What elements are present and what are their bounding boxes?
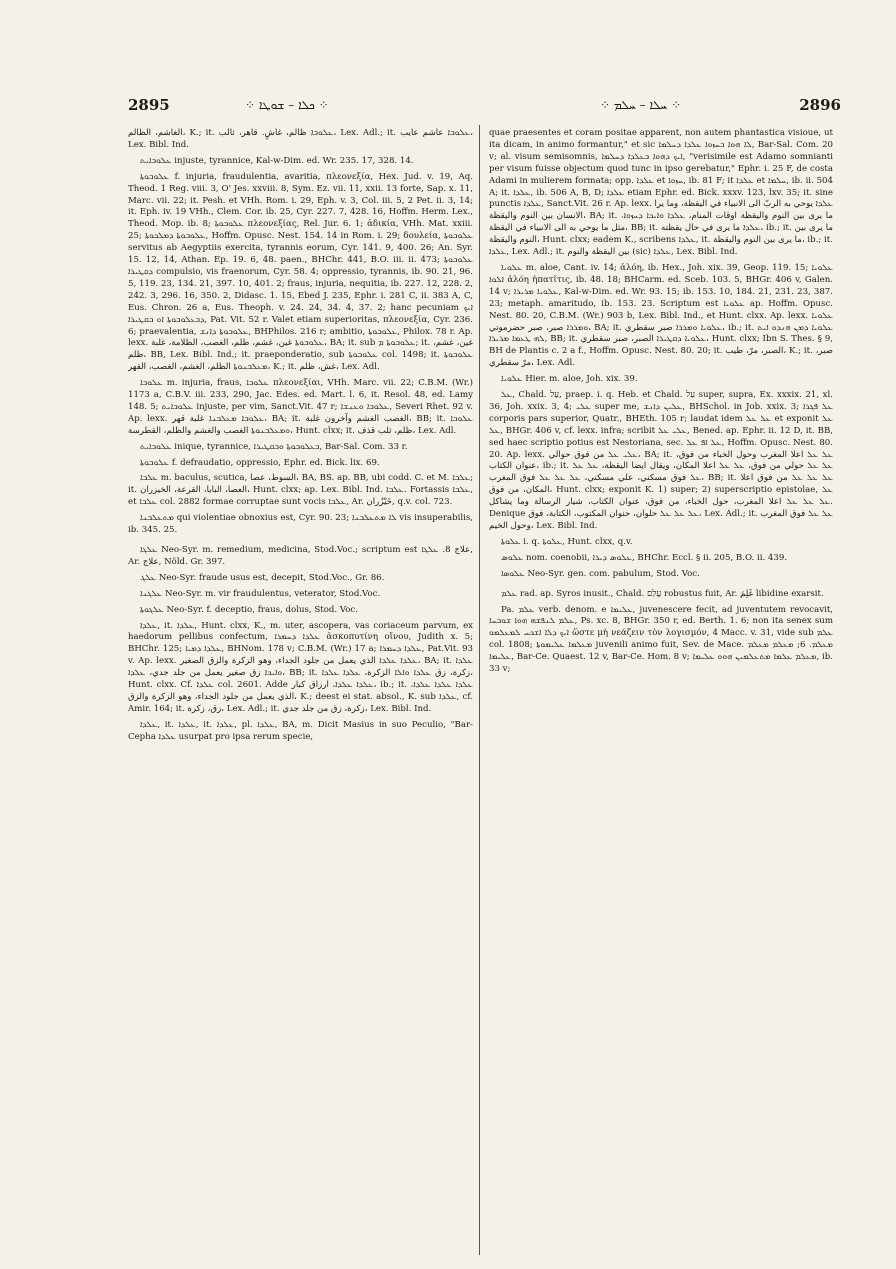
- left-column: [128, 128, 473, 1253]
- dictionary-entry: ܥܠܘܒܘܬܐ f. injuria, fraudulentia, avaritia, πλεονεξία, Hex. Jud. v. 19, Aq. Theod. 1 Reg. viii. 3, O' Jes. xxviii. 8, Sym. Ez. vii. 11, xxii. 13 forte, Sap. x. 11, Marc. vii. 22; it. Pesh. et VHh. Rom. i. 29, Eph. v. 3, Col. iii. 5, 2 Pet. ii. 3, 14; it. Eph. iv. 19 VHh., Clem. Cor. ib. 25, Cyr. 227. 7, 428. 16, Hoffm. Herm. Lex., Theod. Mop. ib. 8; ܥܠܘܒܘܬܐ πλεονεξίας, Rel. Jur. 6. 1; ἀδικία, VHh. Mat. xxiii. 25; ܥܠܘܒܘܬܐ ܕܡܠܟܘܬܐ, Hoffm. Opusc. Nest. 154. 14 in Rom. i. 29; δουλεία, ܥܠܘܒܘܬܐ servitus ab Aegyptiis exercita, tyrannis eorum, Cyr. 141. 9, 400. 26; An. Syr. 15. 12, 14, Athan. Ep. 19. 6, 48. paen., BHChr. 441, B.O. iii. ii. 473; ܥܠܘܒܘܬܐ ܕܩܛܝܪܐ compulsio, vis fraenorum, Cyr. 58. 4; oppressio, tyrannis, ib. 90. 21, 96. 5, 119. 23, 134. 21, 397. 10, 401. 2; fraus, injuria, nequitia, ib. 227. 12, 228. 2, 242. 3, 296. 16, 350. 2, Didasc. 1. 15, Ebed J. 235, Ephr. i. 281 C, ii. 383 A, C, Eus. Chron. 26 a, Eus. Theoph. v. 24. 24, 34. 4, 37. 2; hanc pecuniam ܐܝܟ ܕܒܥܠܘܒܘܬܐ ܐܘ ܒܩܛܝܪܐ, Pat. Vit. 52 r. Valet etiam superioritas, πλεονεξία, Cyr. 236. 6; praevalentia, ܥܠܘܒܘܬܐ ܕܐܢܫ, BHPhilos. 216 r; ambitio, ܥܠܘܒܘܬܐ, Philox. 78 r. Ap. lexx. ܥܠܘܒܘܬܐ غين، غشم، ظلم، الغصب، الظلامة، غلبة، BA; it. sub ܥܠܘܒܘܬܐ ܡ; it. غين، غشم، ظلم، BB, Lex. Bibl. Ind.; it. praeponderatio, sub ܥܠܘܒܘܬܐ col. 1498; it. ܥܠܘܒܘܬܐ ܡܥܠܒܢܘܬܐ الظلم، الغشم، الغصب، القهر، K.; it. غش، ظلم، Lex. Adl.: [128, 171, 473, 373]
- dictionary-entry: ܥܠܘܣܐ Neo-Syr. gen. com. pabulum, Stod. Voc.: [501, 568, 700, 579]
- dictionary-entry: ܥܠܘܝܐ Hier. m. aloe, Joh. xix. 39.: [501, 374, 638, 385]
- dictionary-entry: ܥܠܘܝܐ m. aloe, Cant. iv. 14; ἀλόη, ib. Hex., Joh. xix. 39, Geop. 119. 15; ܥܠܘܝܐ ܐܠܘܐ ἀλόη ἡπατῖτις, ib. 48. 18; BHCarm. ed. Sceb. 103. 5, BHGr. 406 v, Galen. 14 v; ܥܠܘܝܐ ܡܪܝܪܐ, Kal-w-Dim. ed. Wr. 93. 15; ib. 153. 10, 184. 21, 231. 23, 387. 23; metaph. amaritudo, ib. 153. 23. Scriptum est ܥܠܘܝܐ ap. Hoffm. Opusc. Nest. 80. 20, C.B.M. (Wr.) 903 b, Lex. Bibl. Ind., et Hunt. clxx. Ap. lexx. ܥܠܘܝܐ ܘܡܪܪܐ صبر، صبر حضرموتي، BA; it. ܥܠܘܝܐ ܘܡܪܪܐ صبر سقطري، ib.; it. ܥܠܘܝܐ ܕܡܢ ܗܢܕܘ ܐܝܬ ܠܗ ܛܥܡܐ ܡܪܝܪܐ, BB; it. ܥܠܘܝܐ ܕܩܛܝܪܐ الصبر، صبر سقطري، Hunt. clxx; Ibn S. Thes. § 9, BH de Plantis c. 2 a f., Hoffm. Opusc. Nest. 80. 20; it. الصبر، مرّ، طيب، K.; it. صبر، مرّ سقطري، Lex. Adl.: [489, 262, 833, 369]
- dictionary-entry: ܥܠܘܬܐ i. q. ܥܠܘܬܐ, Hunt. clxx, q.v.: [501, 536, 633, 547]
- dictionary-entry: ܥܠܘܣ nom. coenobii, ܥܠܘܣ ܕܝܪܐ, BHChr. Eccl. § ii. 205, B.O. ii. 439.: [501, 552, 788, 563]
- left-page-number: 2895: [128, 96, 170, 114]
- dictionary-entry: ܡܬܥܠܒܢܐ qui violentiae obnoxius est, Cyr. 90. 23; ܠܐ ܡܬܥܠܒܢܐ vis insuperabilis, ib. 345. 25.: [128, 513, 473, 536]
- right-page-number: 2896: [799, 96, 841, 114]
- dictionary-entry: ܥܠܘܒܐܝܬ inique, tyrannice, ܒܥܠܘܒܘܬܐ ܘܒܩܛܝܪܐ, Bar-Sal. Com. 33 r.: [140, 441, 408, 452]
- dictionary-entry: ܥܠܓܐ Neo-Syr. m. remedium, medicina, Stod.Voc.; scriptum est علاج 8. ܥܠܓܐ, Ar. علاج, Nöld. Gr. 397.: [128, 545, 473, 567]
- right-running-title: ⁘ ܚܠܐ – ܚܠܡ ⁘: [600, 98, 682, 112]
- dictionary-entry: ܥܠܘܒܐ m. injuria, fraus, ܥܠܘܒܐ πλεονεξίαι, VHh. Marc. vii. 22; C.B.M. (Wr.) 1173 a, C.B.V. iii. 233, 290, Jac. Edes. ed. Mart. l. 6, it. Resol. 48, ed. Lamy 148. 5; ܥܠܘܒܐܝܬ injuste, per vim, Sanct.Vit. 47 r; ܥܠܘܒܐ ܘܥܢܫܐ, Severi Rhet. 92 v. Ap. lexx. ܥܠܘܒܐ ܡܥܠܒܢܐ غلبة قهر، BA; it. الغصب الغشم وآخرون غلبة، BB; it. ܥܠܘܒܐ ܘܡܥܠܒܢܘܬܐ الغصب والغشم والظلم، القطرسة، Hunt. clxx; it. ظلم، ثلب قذف، Lex. Adl.: [128, 378, 473, 436]
- dictionary-entry: ܥܠܡ rad. ap. Syros inusit., Chald. עֲלַם robustus fuit, Ar. غَلِمَ libidine exarsit.: [501, 588, 824, 599]
- dictionary-entry: الغاشم، الظالم، K.; it. ܥܠܘܒܐ ظالم، غاشٍ. قاهر، ثالب، Lex. Adl.; it. ܥܠܘܒܐ عاشم عايب، Lex. Bibl. Ind.: [128, 128, 473, 150]
- column-divider: [479, 125, 480, 1255]
- right-column: [489, 128, 833, 1253]
- dictionary-entry: ܥܠܘܒܘܬܐ f. defraudatio, oppressio, Ephr. ed. Bick. lix. 69.: [140, 457, 380, 468]
- left-running-title: ⁘ ܟܠܐ – ܫܘܛܐ ⁘: [245, 98, 329, 112]
- dictionary-entry: ܥܠܓ Neo-Syr. fraude usus est, decepit, Stod.Voc., Gr. 86.: [140, 572, 385, 583]
- dictionary-entry: ܥܠܕܐ, it. ܥܠܕܐ, it. ܥܠܕܐ, pl. ܥܠܕܐ, BA, m. Dicit Masius in suo Peculio, "Bar-Cepha ܥܠܕܐ usurpat pro ipsa rerum specie,: [128, 719, 473, 742]
- dictionary-entry: ܥܠܒܐ m. baculus, scutica, السوط، عصا، BA, BS. ap. BB, ubi codd. C. et M. ܥܠܒܐ; it. العصا، البابا، القرعة، الخيزران، Hunt. clxx; ap. Lex. Bibl. Ind. ܥܠܒܐ. Fortassis ܥܠܒܐ, et ܥܠܒܐ col. 2882 formae corruptae sunt vocis ܥܠܒܐ, Ar. خَيْزُران, q.v. col. 723.: [128, 473, 473, 508]
- dictionary-entry: ܥܠ, Chald. עַל, praep. i. q. Heb. et Chald. עַל super, supra, Ex. xxxix. 21, xl. 36, Joh. xxix. 3, 4; ܥܠܝ super me, ܥܠܝܢ ܕܐܢܫ, BHSchol. in Job. xxix. 3; ܥܠ ܦܓܪܐ corporis pars superior, Quatr., BHEth. 105 r; laudat idem ܥܠ ܥܠ et exponit ܥܠ ܥܠ, BHGr. 406 v, cf. lexx. infra; scribit ܥܠܝ ܥܠ, Bened. ap. Ephr. ii. 12 D, it. BB, sed haec scriptio potius est Nestoriana, sec. ܥܠ ܐܦ ܥܠ, Hoffm. Opusc. Nest. 80. 20. Ap. lexx. ܥܠܝ ܥܠ من فوق حوالي، BA; it. ܥܠ ܥܠ اعلا المغرب وحول الخباء من فوق، عنوان الكتاب، ib.; it. ܥܠ ܥܠ حولي من فوق، ܥܠ ܥܠ اعلا المكان، ويقال ايضا اليقظة، ܥܠ ܥܠ ܥܠ فوق مسكني، علي مسكني، ܥܠ ܥܠ ܥܠ فوق المغرب، BB; it. ܥܠ ܥܠ ܥܠ من فوق اعلا المكان، من فوق، Hunt. clxx; exponit K. 1) super; 2) superscriptio epistolae, ܥܠ ܥܠ ܥܠ ܥܠ اعلا المغرب، حول الخباء، من فوق، عنوان الكتاب، شيار الرسالة وما يشاكل. Denique ܥܠ ܥܠ ܥܠ حلوان، حنوان المكتوب، الكتابة، فوق، Lex. Adl.; it. ܥܠ ܥܠ فوق المغرب وحول الخيم، Lex. Bibl. Ind.: [489, 390, 833, 531]
- dictionary-entry: ܥܠܓܘܬܐ Neo-Syr. f. deceptio, fraus, dolus, Stod. Voc.: [140, 604, 358, 615]
- dictionary-entry: ܥܠܕܐ, it. ܥܠܕܐ, Hunt. clxx, K., m. uter, ascopera, vas coriaceum parvum, ex haedorum pellibus confectum, ܥܠܕܐ ܕܚܡܪܐ ἀσκοπυτίνη οἴνου, Judith x. 5; BHChr. 125; ܥܠܕܐ ܕܡܝܐ, BHNom. 178 v; C.B.M. (Wr.) 17 a; ܥܠܕܐ ܕܚܡܪܐ, Pat.Vit. 93 v. Ap. lexx. ܥܠܕܐ ܥܠܕܐ الذي يعمل من جلود الجداء، وهو الزكرة والزق الصغير، BA; it. ܥܠܕܐ ܘܐܝܟܐ زق صغير يعمل من جلد جدي، ܥܠܕܐ، BB; it. زكرة، زق ܥܠܕܐ ܘܐܠܐ الزكرة، ܥܠܕܐ ܥܠܕܐ، Hunt. clxx. Cf. ܥܠܕܐ col. 2601. Adde ܥܠܕܐ ܥܠܕܐ، ارزاق كبار، ib.; it. ܥܠܕܐ ܥܠܕܐ ܥܠܕܐ، الذي يعمل من جلود الجداء، وهو الزكرة والزق، K.; deest ei stat. absol., K. sub ܥܠܕܐ, cf. Amir. 164; it. زق، زكرة، Lex. Adl.; it. زكرة، زق من جلد جدي، Lex. Bibl. Ind.: [128, 620, 473, 714]
- dictionary-entry: ܥܠܘܒܐܝܬ injuste, tyrannice, Kal-w-Dim. ed. Wr. 235. 17, 328. 14.: [140, 155, 414, 166]
- dictionary-entry: ܥܠܓܢܐ Neo-Syr. m. vir fraudulentus, veterator, Stod.Voc.: [140, 588, 381, 599]
- running-header: [0, 96, 896, 118]
- dictionary-entry: quae praesentes et coram positae apparent, non autem phantastica visioue, ut ita dicam, in animo formantur," et sic ܠܐ ܗܘܐ ܒܚܙܘܐ ܥܠܕܐ ܕܚܠܡܐ, Bar-Sal. Com. 20 v; al. visum semisomnis, ܐܝܟ ܕܗܘܐ ܒܥܠܕܐ ܕܚܠܡܐ, "verisimile est Adamo somnianti per visum fuisse objectum quod tunc in ipso gerebatur," Ephr. i. 25 F, de costa Adami in mulierem formata; opp. ܥܠܕܐ et ܚܙܘܐ, ib. 81 F; it ܥܠܕܐ et ܚܠܡܐ, ib. ii. 504 A; it. ܥܠܕܐ, ib. 506 A, B, D; ܥܠܕܐ etiam Ephr. ed. Bick. xxxv. 123, lxv. 35; it. sine punctis ܥܠܕܐ, Sanct.Vit. 26 r. Ap. lexx. ܥܠܕܐ يوحي به الربّ الى الانبياء في اليقظة، وما يرا الانسان بين النوم واليقظة، BA; it. ما يرى بين النوم واليقظة اوقات المنام، ܥܠܕܐ ܘܐܝܟܐ ܕܚܙܘܐ، مثل ما يوحي به الى الانبياء في اليقظة، BB; it. ܥܠܕܐ ما يرى في حال يقظته، ib.; it. ما يرى بين النوم واليقظة، Hunt. clxx; eadem K., scribens ܥܠܕܐ, it. ما يرى بين النوم واليقظة، ib.; it. ܥܠܕܐ, Lex. Adl.; it. بين اليقظة والنوم (sic) ܥܠܕܐ, Lex. Bibl. Ind.: [489, 128, 833, 258]
- dictionary-entry: Pa. ܥܠܡ verb. denom. e ܥܠܝܡܐ, juvenescere fecit, ad juventutem revocavit, ܥܠܡ ܠܢܦܫܗ ܗܘܐ ܫܘܒܚܐ, Ps. xc. 8, BHGr. 350 r, ed. Berth. 1. 6; non ita senex sum ܐܝܟ ܕܠܐ ܐܫܟܚ ܠܡܥܠܡܘ ὥστε μὴ νεάζειν τὸν λογισμόν, 4 Macc. v. 31, vide sub ܥܠܡ col. 1808; ܡܥܠܡܐ ܥܠܝܡܘܬܐ juvenili animo fuit, Sev. de Mace. ܡܥܠܡ. 6; ܡܥܠܡ ܡܥܠܡ ܥܠܝܡܐ, Bar-Ce. Quaest. 12 v, Bar-Ce. Hom. 8 v; ܡܥܠܡ ܥܠܡܐ ܡܬܥܠܡܝܢ ܗܘܘ ܥܠܝܡܐ, ib. 33 v;: [489, 604, 833, 675]
